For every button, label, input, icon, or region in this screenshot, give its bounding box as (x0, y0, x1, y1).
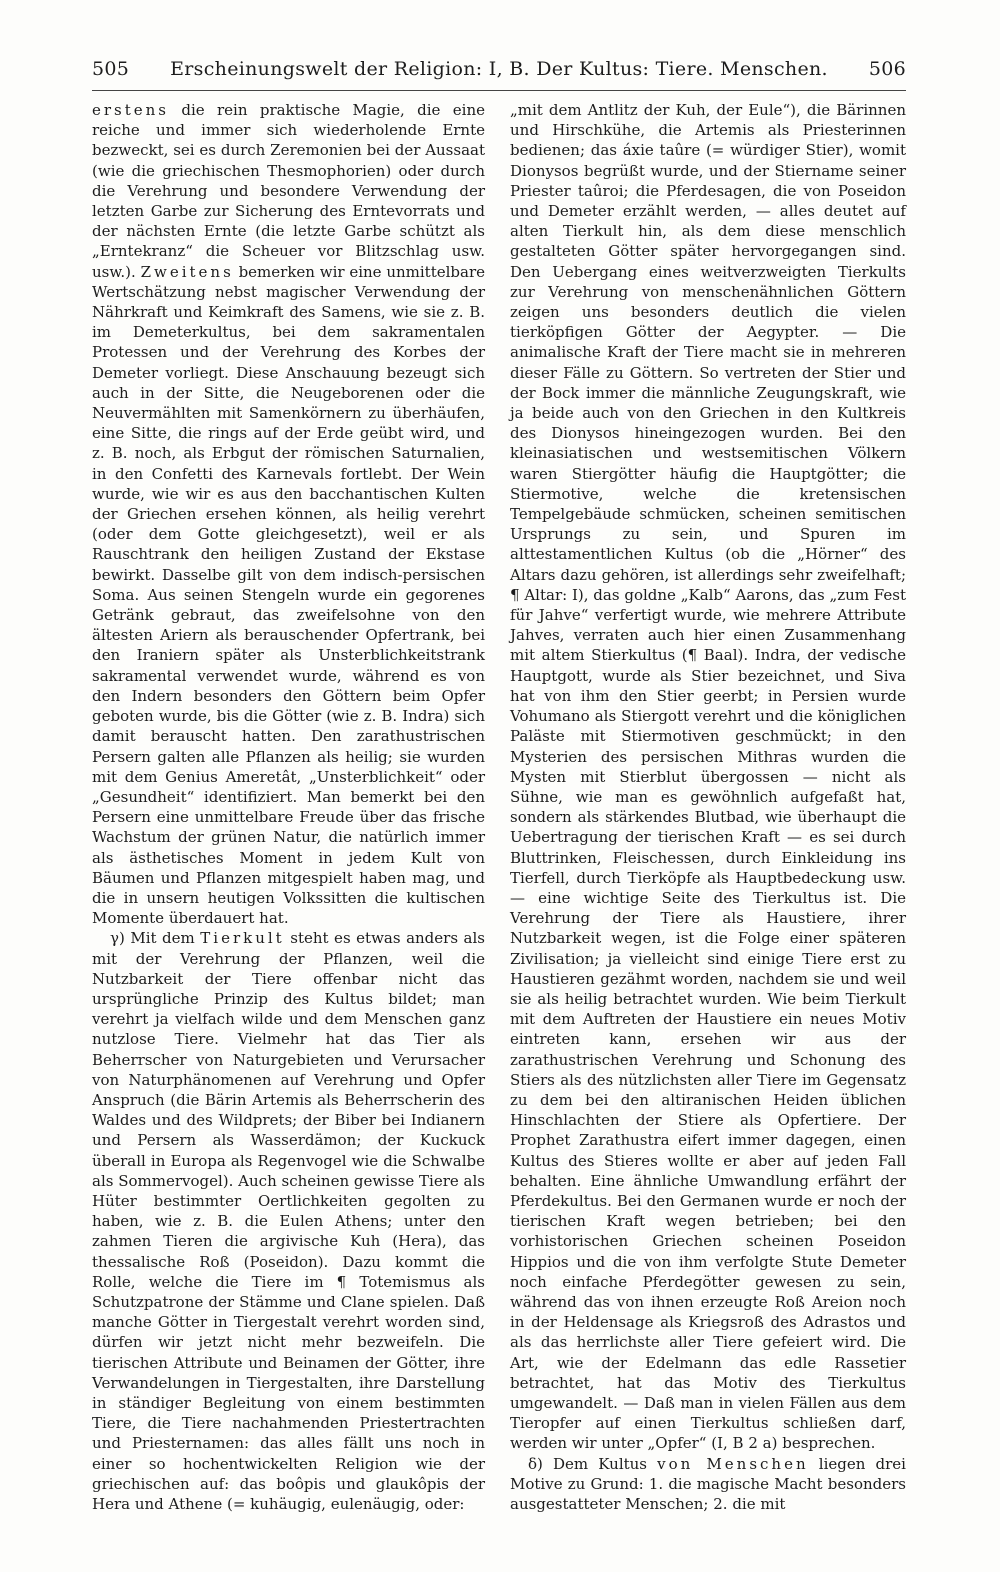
paragraph (510, 1454, 906, 1515)
paragraph-text: die rein praktische Magie, die eine reiche und immer sich wiederholende Ernte bezweckt, sei es durch Zeremonien bei der Aussaat (wie die griechischen Thesmophorien) oder durch die Verehrung und besondere Verwendung der letzten Garbe zur Sicherung des Erntevorrats und der nächsten Ernte (die letzte Garbe schützt als „Erntekranz“ die Scheuer vor Blitzschlag usw. usw.). (92, 101, 485, 281)
paragraph (510, 100, 906, 1454)
left-column (92, 100, 485, 1514)
right-column (510, 100, 906, 1514)
paragraph-text: steht es etwas anders als mit der Verehrung der Pflanzen, weil die Nutzbarkeit der Tiere offenbar nicht das ursprüngliche Prinzip des Kultus bildet; man verehrt ja vielfach wilde und dem Menschen ganz nutzlose Tiere. Vielmehr hat das Tier als Beherrscher von Naturgebieten und Verursacher von Naturphänomenen auf Verehrung und Opfer Anspruch (die Bärin Artemis als Beherrscherin des Waldes und des Wildprets; der Biber bei Indianern und Persern als Wasserdämon; der Kuckuck überall in Europa als Regenvogel wie die Schwalbe als Sommervogel). Auch scheinen gewisse Tiere als Hüter bestimmter Oertlichkeiten gegolten zu haben, wie z. B. die Eulen Athens; unter den zahmen Tieren die argivische Kuh (Hera), das thessalische Roß (Poseidon). Dazu kommt die Rolle, welche die Tiere im ¶ Totemismus als Schutzpatrone der Stämme und Clane spielen. Daß manche Götter in Tiergestalt verehrt worden sind, dürfen wir jetzt nicht mehr bezweifeln. Die tierischen Attribute und Beinamen der Götter, ihre Verwandelungen in Tiergestalten, ihre Darstellung in ständiger Begleitung von einem bestimmten Tiere, die Tiere nachahmenden Priestertrachten und Priesternamen: das alles fällt uns noch in einer so hochentwickelten Religion wie der griechischen auf: das boôpis und glaukôpis der Hera und Athene (= kuhäugig, eulenäugig, oder: (92, 929, 485, 1514)
paragraph-text: liegen drei Motive zu Grund: 1. die magische Macht besonders ausgestatteter Menschen; 2. die mit (510, 1454, 906, 1514)
paragraph-text: bemerken wir eine unmittelbare Wertschätzung nebst magischer Verwendung der Nährkraft und Keimkraft des Samens, wie sie z. B. im Demeterkultus, bei dem sakramentalen Protessen und der Verehrung des Korbes der Demeter vorliegt. Diese Anschauung bezeugt sich auch in der Sitte, die Neugeborenen oder die Neuvermählten mit Samenkörnern zu überhäufen, eine Sitte, die rings auf der Erde geübt wird, und z. B. noch, als Erbgut der römischen Saturnalien, in den Confetti des Karnevals fortlebt. Der Wein wurde, wie wir es aus den bacchantischen Kulten der Griechen ersehen können, als heilig verehrt (oder dem Gotte gleichgesetzt), weil er als Rauschtrank den heiligen Zustand der Ekstase bewirkt. Dasselbe gilt von dem indisch-persischen Soma. Aus seinen Stengeln wurde ein gegorenes Getränk gebraut, das zweifelsohne von den ältesten Ariern als berauschender Opfertrank, bei den Iraniern später als Unsterblichkeitstrank sakramental verwendet wurde, während es von den Indern besonders den Göttern beim Opfer geboten wurde, bis die Götter (wie z. B. Indra) sich damit berauscht hatten. Den zarathustrischen Persern galten alle Pflanzen als heilig; sie wurden mit dem Genius Ameretât, „Unsterblichkeit“ oder „Gesundheit“ identifiziert. Man bemerkt bei den Persern eine unmittelbare Freude über das frische Wachstum der grünen Natur, die natürlich immer als ästhetisches Moment in jedem Kult von Bäumen und Pflanzen mitgespielt haben mag, und die in unsern heutigen Volkssitten die kultischen Momente überdauert hat. (92, 262, 485, 928)
page-number-left: 505 (92, 58, 130, 80)
page-header (92, 54, 906, 84)
section-marker: δ) Dem Kultus (528, 1454, 658, 1473)
spaced-emphasis: Tierkult (200, 929, 285, 948)
header-rule (92, 90, 906, 91)
running-title: Erscheinungswelt der Religion: I, B. Der Kultus: Tiere. Menschen. (170, 58, 828, 80)
paragraph (92, 928, 485, 1514)
section-marker: γ) Mit dem (110, 929, 201, 948)
spaced-emphasis: erstens (92, 101, 170, 119)
spaced-emphasis: Zweitens (140, 262, 234, 281)
paragraph (92, 100, 485, 928)
paragraph-text: „mit dem Antlitz der Kuh, der Eule“), die Bärinnen und Hirschkühe, die Artemis als Priesterinnen bedienen; das áxie taûre (= würdiger Stier), womit Dionysos begrüßt wurde, und der Stiername seiner Priester taûroi; die Pferdesagen, die von Poseidon und Demeter erzählt werden, — alles deutet auf alten Tierkult hin, als dem diese menschlich gestalteten Götter später hervorgegangen sind. Den Uebergang eines weitverzweigten Tierkults zur Verehrung von menschenähnlichen Göttern zeigen uns besonders deutlich die vielen tierköpfigen Götter der Aegypter. — Die animalische Kraft der Tiere macht sie in mehreren dieser Fälle zu Göttern. So vertreten der Stier und der Bock immer die männliche Zeugungskraft, wie ja beide auch von den Griechen in den Kultkreis des Dionysos hineingezogen wurden. Bei den kleinasiatischen und westsemitischen Völkern waren Stiergötter häufig die Hauptgötter; die Stiermotive, welche die kretensischen Tempelgebäude schmücken, scheinen semitischen Ursprungs zu sein, und Spuren im alttestamentlichen Kultus (ob die „Hörner“ des Altars dazu gehören, ist allerdings sehr zweifelhaft; ¶ Altar: I), das goldne „Kalb“ Aarons, das „zum Fest für Jahve“ verfertigt wurde, wie mehrere Attribute Jahves, verraten auch hier einen Zusammenhang mit altem Stierkultus (¶ Baal). Indra, der vedische Hauptgott, wurde als Stier bezeichnet, und Siva hat von ihm den Stier geerbt; in Persien wurde Vohumano als Stiergott verehrt und die königlichen Paläste mit Stiermotiven geschmückt; in den Mysterien des persischen Mithras wurden die Mysten mit Stierblut übergossen — nicht als Sühne, wie man es gewöhnlich aufgefaßt hat, sondern als stärkendes Blutbad, wie überhaupt die Uebertragung der tierischen Kraft — es sei durch Bluttrinken, Fleischessen, durch Einkleidung ins Tierfell, durch Tierköpfe als Hauptbedeckung usw. — eine wichtige Seite des Tierkultus ist. Die Verehrung der Tiere als Haustiere, ihrer Nutzbarkeit wegen, ist die Folge einer späteren Zivilisation; ja vielleicht sind einige Tiere erst zu Haustieren gezähmt worden, nachdem sie und weil sie als heilig betrachtet wurden. Wie beim Tierkult mit dem Auftreten der Haustiere ein neues Motiv eintreten kann, ersehen wir aus der zarathustrischen Verehrung und Schonung des Stiers als des nützlichsten aller Tiere im Gegensatz zu dem bei den altiranischen Heiden üblichen Hinschlachten der Stiere als Opfertiere. Der Prophet Zarathustra eifert immer dagegen, einen Kultus des Stieres wollte er aber auf jeden Fall behalten. Eine ähnliche Umwandlung erfährt der Pferdekultus. Bei den Germanen wurde er noch der tierischen Kraft wegen betrieben; bei den vorhistorischen Griechen scheinen Poseidon Hippios und die von ihm verfolgte Stute Demeter noch einfache Pferdegötter gewesen zu sein, während das von ihnen erzeugte Roß Areion noch in der Heldensage als Kriegsroß des Adrastos und als das herrlichste aller Tiere gefeiert wird. Die Art, wie der Edelmann das edle Rassetier betrachtet, hat das Motiv des Tierkultus umgewandelt. — Daß man in vielen Fällen aus dem Tieropfer auf einen Tierkultus schließen darf, werden wir unter „Opfer“ (I, B 2 a) besprechen. (510, 101, 906, 1453)
spaced-emphasis: von Menschen (657, 1454, 809, 1473)
page-number-right: 506 (868, 58, 906, 80)
